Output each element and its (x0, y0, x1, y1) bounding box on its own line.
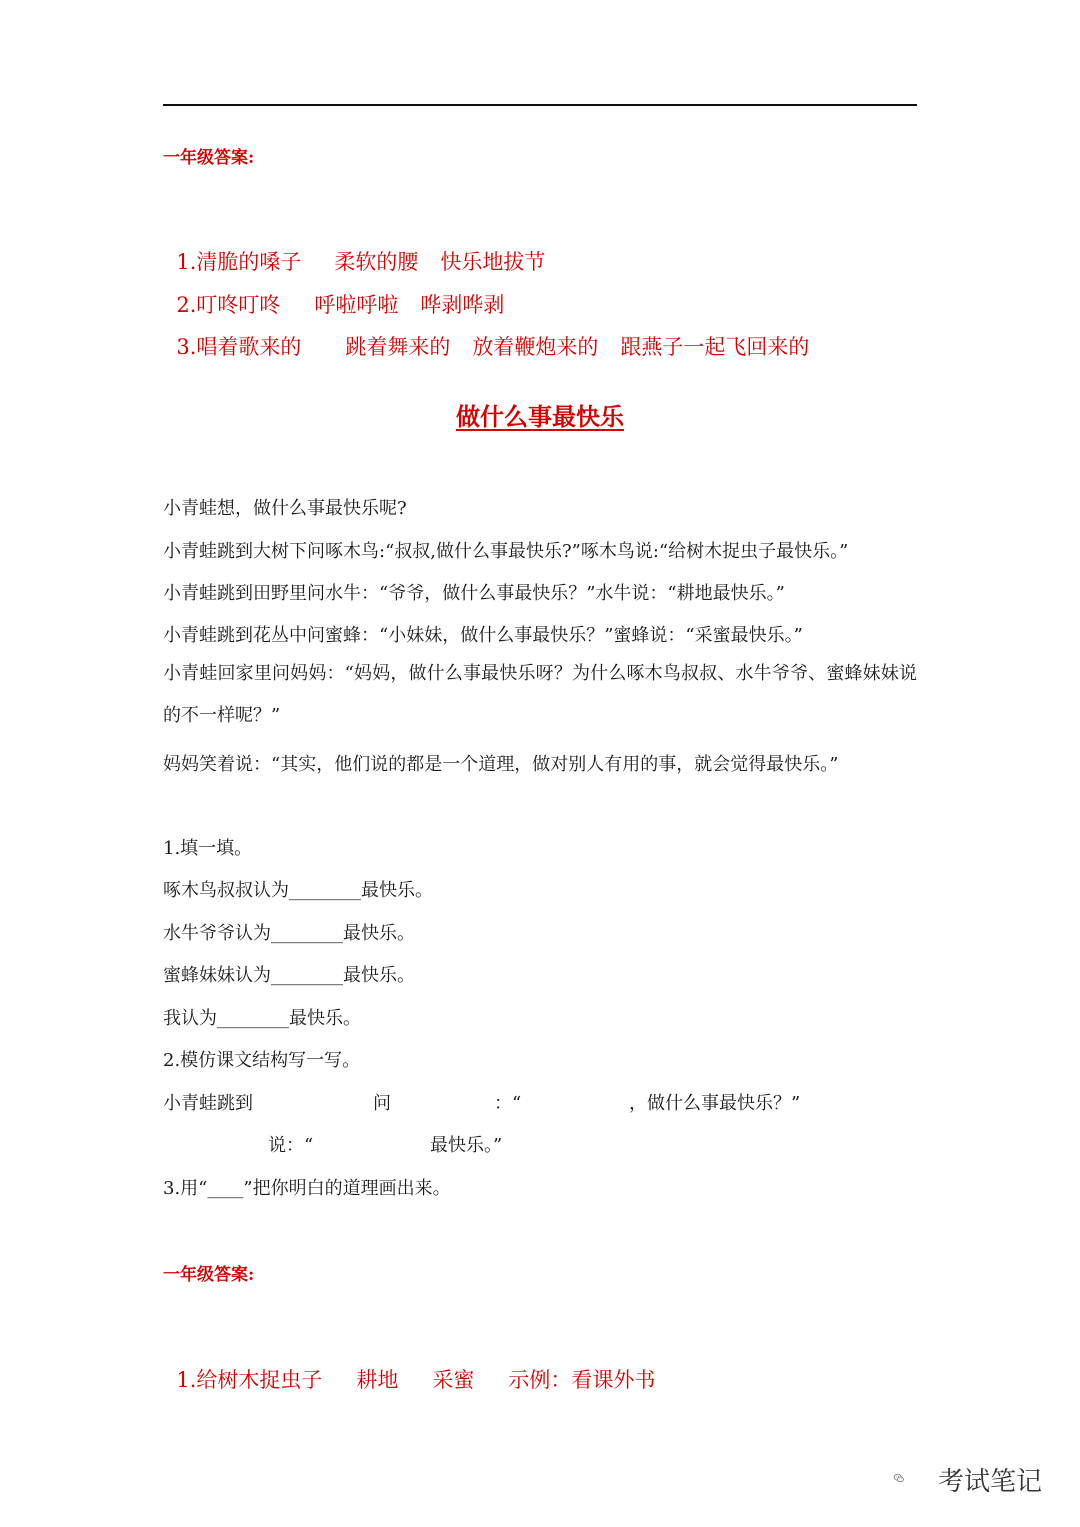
question-2-title: 2.模仿课文结构写一写。 (163, 1050, 361, 1071)
imitation-text-a: 小青蛙跳到 (163, 1093, 253, 1114)
imitation-text-e: 说：“ (268, 1135, 314, 1156)
answer-item: 采蜜 (432, 1368, 475, 1392)
story-paragraph: 小青蛙跳到花丛中问蜜蜂：“小妹妹，做什么事最快乐？”蜜蜂说：“采蜜最快乐。” (163, 625, 803, 646)
answer-item: 3.唱着歌来的 (176, 335, 302, 359)
fill-blank-line: 啄木鸟叔叔认为________最快乐。 (163, 880, 433, 901)
answers-label: 一年级答案: (163, 148, 255, 168)
story-paragraph: 妈妈笑着说：“其实，他们说的都是一个道理，做对别人有用的事，就会觉得最快乐。” (163, 754, 839, 775)
answers-label: 一年级答案: (163, 1265, 255, 1285)
answer-item: 柔软的腰 (334, 250, 419, 274)
story-paragraph: 小青蛙想，做什么事最快乐呢? (163, 498, 407, 519)
answer-item: 示例：看课外书 (508, 1368, 656, 1392)
question-1-title: 1.填一填。 (163, 838, 253, 859)
fill-blank-line: 我认为________最快乐。 (163, 1008, 361, 1029)
answer-item: 1.清脆的嗓子 (176, 250, 302, 274)
imitation-text-b: 问 (373, 1093, 391, 1114)
answer-item: 耕地 (356, 1368, 399, 1392)
story-paragraph: 小青蛙跳到大树下问啄木鸟:“叔叔,做什么事最快乐?”啄木鸟说:“给树木捉虫子最快乐。” (163, 541, 849, 562)
imitation-text-c: ：“ (494, 1093, 522, 1114)
answer-item: 哗剥哗剥 (420, 293, 505, 317)
answer-item: 跳着舞来的 (345, 335, 451, 359)
answer-item: 2.叮咚叮咚 (176, 293, 281, 317)
imitation-text-d: ，做什么事最快乐？” (629, 1093, 801, 1114)
question-3-title: 3.用“____”把你明白的道理画出来。 (163, 1178, 451, 1199)
answer-item: 跟燕子一起飞回来的 (620, 335, 810, 359)
answer-item: 快乐地拔节 (440, 250, 546, 274)
wechat-icon (893, 1458, 937, 1498)
story-title: 做什么事最快乐 (456, 402, 624, 431)
header-rule (163, 104, 917, 106)
watermark-text: 考试笔记 (938, 1467, 1043, 1497)
answer-item: 呼啦呼啦 (314, 293, 399, 317)
answer-line-1 (163, 1340, 655, 1394)
fill-blank-line: 蜜蜂妹妹认为________最快乐。 (163, 965, 415, 986)
fill-blank-line: 水牛爷爷认为________最快乐。 (163, 923, 415, 944)
imitation-text-f: 最快乐。” (430, 1135, 503, 1156)
answer-line-3 (163, 307, 809, 361)
answer-item: 放着鞭炮来的 (472, 335, 599, 359)
answer-item: 1.给树木捉虫子 (176, 1368, 323, 1392)
story-paragraph: 小青蛙回家里问妈妈：“妈妈，做什么事最快乐呀？为什么啄木鸟叔叔、水牛爷爷、蜜蜂妹妹说的不一样呢？” (163, 663, 917, 726)
story-paragraph: 小青蛙跳到田野里问水牛：“爷爷，做什么事最快乐？”水牛说：“耕地最快乐。” (163, 583, 785, 604)
